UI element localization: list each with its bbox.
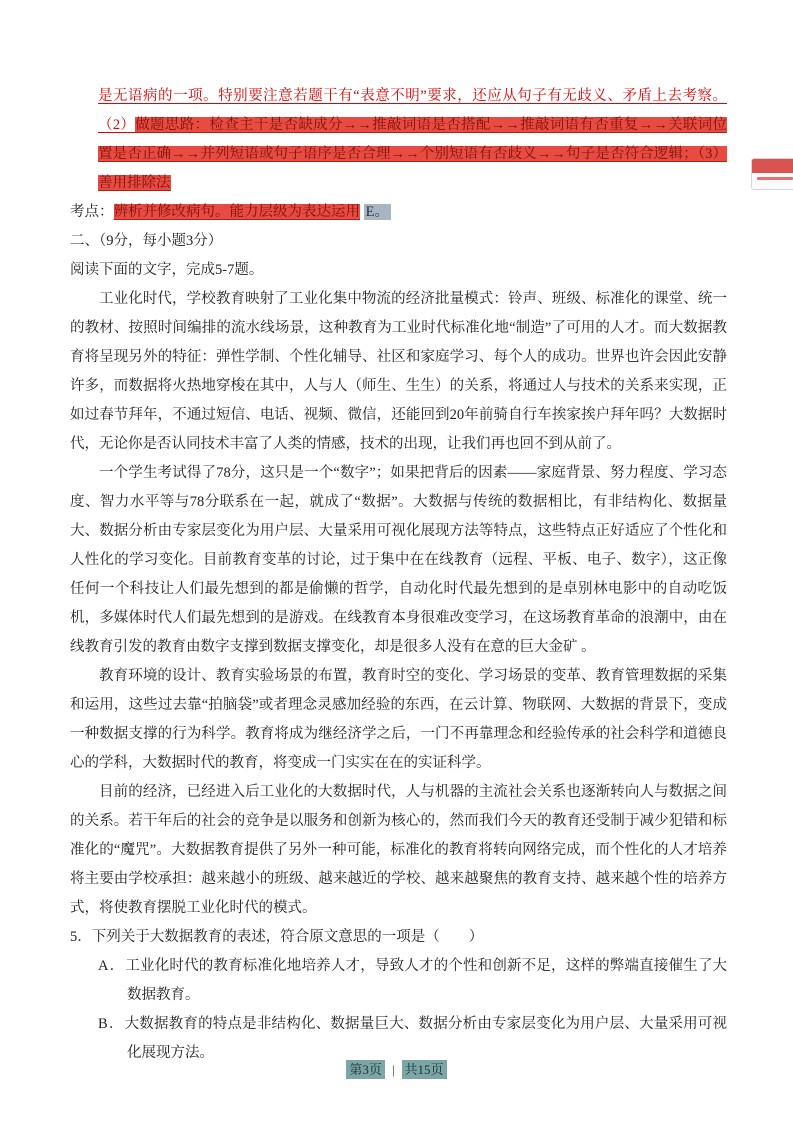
question-5-stem: 5．下列关于大数据教育的表述，符合原文意思的一项是（ ）	[70, 929, 484, 945]
watermark-text-line	[757, 177, 793, 180]
footer-separator: |	[391, 1062, 395, 1077]
page-content	[70, 82, 727, 1068]
passage-intro: 阅读下面的文字，完成5-7题。	[70, 262, 264, 278]
current-page-chip: 第3页	[346, 1060, 385, 1079]
page-footer	[0, 1059, 793, 1078]
exam-point-line	[70, 198, 727, 227]
passage-paragraph-4: 目前的经济，已经进入后工业化的大数据时代，人与机器的主流社会关系也逐渐转向人与数据之间的关系。若干年后的社会的竞争是以服务和创新为核心的，然而我们今天的教育还受制于减少犯错和标准化的“魔咒”。大数据教育提供了另外一种可能，标准化的教育将转向网络完成，而个性化的人才培养将主要由学校承担：越来越小的班级、越来越近的学校、越来越聚焦的教育支持、越来越个性的培养方式，将使教育摆脱工业化时代的模式。	[70, 784, 727, 916]
analysis-note-text: 是无语病的一项。特别要注意若题干有“表意不明”要求，还应从句子有无歧义、矛盾上去考察。（2）	[98, 88, 727, 133]
watermark-logo-band	[752, 159, 793, 173]
option-b-text: 大数据教育的特点是非结构化、数据量巨大、数据分析由专家层变化为用户层、大量采用可视化展现方法。	[124, 1016, 728, 1061]
question-5-option-a	[98, 952, 727, 1010]
ability-level-chip: E。	[365, 204, 389, 220]
total-pages-chip: 共15页	[402, 1060, 447, 1079]
exam-point-text: 辨析并修改病句。能力层级为表达运用	[113, 204, 360, 220]
passage-paragraph-3: 教育环境的设计、教育实验场景的布置，教育时空的变化、学习场景的变革、教育管理数据的采集和运用，这些过去靠“拍脑袋”或者理念灵感加经验的东西，在云计算、物联网、大数据的背景下，变成一种数据支撑的行为科学。教育将成为继经济学之后，一门不再靠理念和经验传承的社会科学和道德良心的学科，大数据时代的教育，将变成一门实实在在的实证科学。	[70, 668, 727, 771]
answer-analysis-block	[70, 82, 727, 198]
option-a-text: 工业化时代的教育标准化地培养人才，导致人才的个性和创新不足，这样的弊端直接催生了大数据教育。	[125, 958, 727, 1003]
option-b-label: B．	[98, 1016, 125, 1032]
exam-point-label: 考点：	[70, 204, 114, 220]
section-heading: 二、（9分，每小题3分）	[70, 233, 223, 249]
passage-paragraph-1: 工业化时代，学校教育映射了工业化集中物流的经济批量模式：铃声、班级、标准化的课堂、统一的教材、按照时间编排的流水线场景，这种教育为工业时代标准化地“制造”了可用的人才。而大数据教育将呈现另外的特征：弹性学制、个性化辅导、社区和家庭学习、每个人的成功。世界也许会因此安静许多，而数据将火热地穿梭在其中，人与人（师生、生生）的关系，将通过人与技术的关系来实现，正如过春节拜年，不通过短信、电话、视频、微信，还能回到20年前骑自行车挨家挨户拜年吗？大数据时代，无论你是否认同技术丰富了人类的情感，技术的出现，让我们再也回不到从前了。	[70, 291, 727, 452]
watermark-stamp	[751, 158, 793, 190]
passage-paragraph-2: 一个学生考试得了78分，这只是一个“数字”；如果把背后的因素——家庭背景、努力程度、学习态度、智力水平等与78分联系在一起，就成了“数据”。大数据与传统的数据相比，有非结构化、数据量大、数据分析由专家层变化为用户层、大量采用可视化展现方法等特点，这些特点正好适应了个性化和人性化的学习变化。目前教育变革的讨论，过于集中在在线教育（远程、平板、电子、数字），这正像任何一个科技让人们最先想到的都是偷懒的哲学，自动化时代最先想到的是卓别林电影中的自动吃饭机，多媒体时代人们最先想到的是游戏。在线教育本身很难改变学习，在这场教育革命的浪潮中，由在线教育引发的教育由数字支撑到数据支撑变化，却是很多人没有在意的巨大金矿 。	[70, 465, 727, 655]
option-a-label: A．	[98, 958, 126, 974]
analysis-steps-highlight: 做题思路：检查主干是否缺成分→→推敲词语是否搭配→→推敲词语有否重复→→关联词位置是否正确→→并列短语或句子语序是否合理→→个别短语有否歧义→→句子是否符合逻辑；（3）善用排除法	[98, 117, 728, 191]
